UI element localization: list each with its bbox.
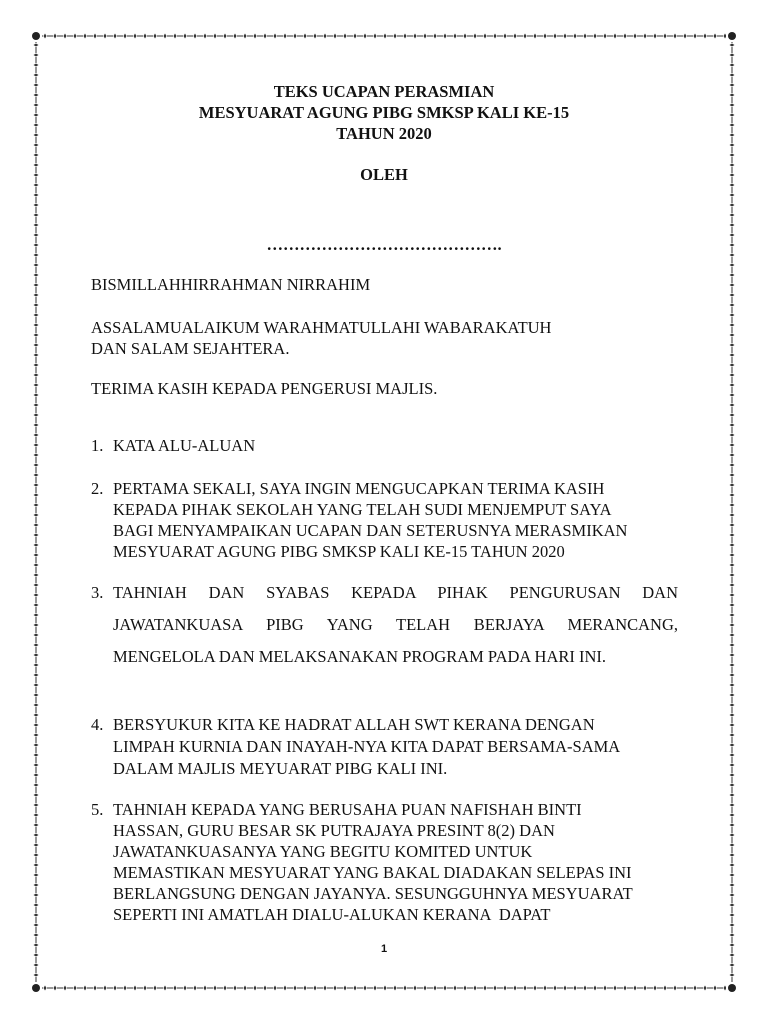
item-number: 5. (91, 800, 104, 819)
item-text-line: KEPADA PIHAK SEKOLAH YANG TELAH SUDI MENJEMPUT SAYA (113, 500, 612, 519)
item-text-line: MEMASTIKAN MESYUARAT YANG BAKAL DIADAKAN SELEPAS INI (113, 863, 632, 882)
item-text-line: BAGI MENYAMPAIKAN UCAPAN DAN SETERUSNYA MERASMIKAN (113, 521, 628, 540)
name-placeholder: ……………………………………. (266, 235, 502, 254)
thanks-chair-line: TERIMA KASIH KEPADA PENGERUSI MAJLIS. (91, 379, 438, 398)
item-text-line: BERLANGSUNG DENGAN JAYANYA. SESUNGGUHNYA MESYUARAT (113, 884, 633, 903)
item-text-line: LIMPAH KURNIA DAN INAYAH-NYA KITA DAPAT BERSAMA-SAMA (113, 737, 621, 756)
salam-line-1: ASSALAMUALAIKUM WARAHMATULLAHI WABARAKATUH (91, 318, 552, 337)
item-number: 1. (91, 436, 104, 455)
item-text-line: MESYUARAT AGUNG PIBG SMKSP KALI KE-15 TAHUN 2020 (113, 542, 565, 561)
item-text-line: PERTAMA SEKALI, SAYA INGIN MENGUCAPKAN TERIMA KASIH (113, 479, 605, 498)
salam-line-2: DAN SALAM SEJAHTERA. (91, 339, 290, 358)
item-text-line: JAWATANKUASANYA YANG BEGITU KOMITED UNTUK (113, 842, 533, 861)
item-text-line: HASSAN, GURU BESAR SK PUTRAJAYA PRESINT 8(2) DAN (113, 821, 555, 840)
title-line-2: MESYUARAT AGUNG PIBG SMKSP KALI KE-15 (198, 103, 570, 122)
by-label: OLEH (360, 165, 408, 184)
item-text-line: SEPERTI INI AMATLAH DIALU-ALUKAN KERANA DAPAT (113, 905, 551, 924)
item-text-line: DALAM MAJLIS MEYUARAT PIBG KALI INI. (113, 759, 448, 778)
item-number: 2. (91, 479, 104, 498)
page-number: 1 (380, 943, 388, 955)
item-text-line: TAHNIAH DAN SYABAS KEPADA PIHAK PENGURUSAN DAN (113, 583, 678, 602)
item-number: 4. (91, 715, 104, 734)
item-text-line: JAWATANKUASA PIBG YANG TELAH BERJAYA MERANCANG, (113, 615, 678, 634)
item-text-line: TAHNIAH KEPADA YANG BERUSAHA PUAN NAFISHAH BINTI (113, 800, 582, 819)
item-text-line: MENGELOLA DAN MELAKSANAKAN PROGRAM PADA HARI INI. (113, 647, 607, 666)
item-text-line: BERSYUKUR KITA KE HADRAT ALLAH SWT KERANA DENGAN (113, 715, 595, 734)
item-number: 3. (91, 583, 104, 602)
bismillah-line: BISMILLAHHIRRAHMAN NIRRAHIM (91, 275, 371, 294)
title-line-3: TAHUN 2020 (336, 124, 432, 143)
title-line-1: TEKS UCAPAN PERASMIAN (273, 82, 495, 101)
item-text-line: KATA ALU-ALUAN (113, 436, 256, 455)
